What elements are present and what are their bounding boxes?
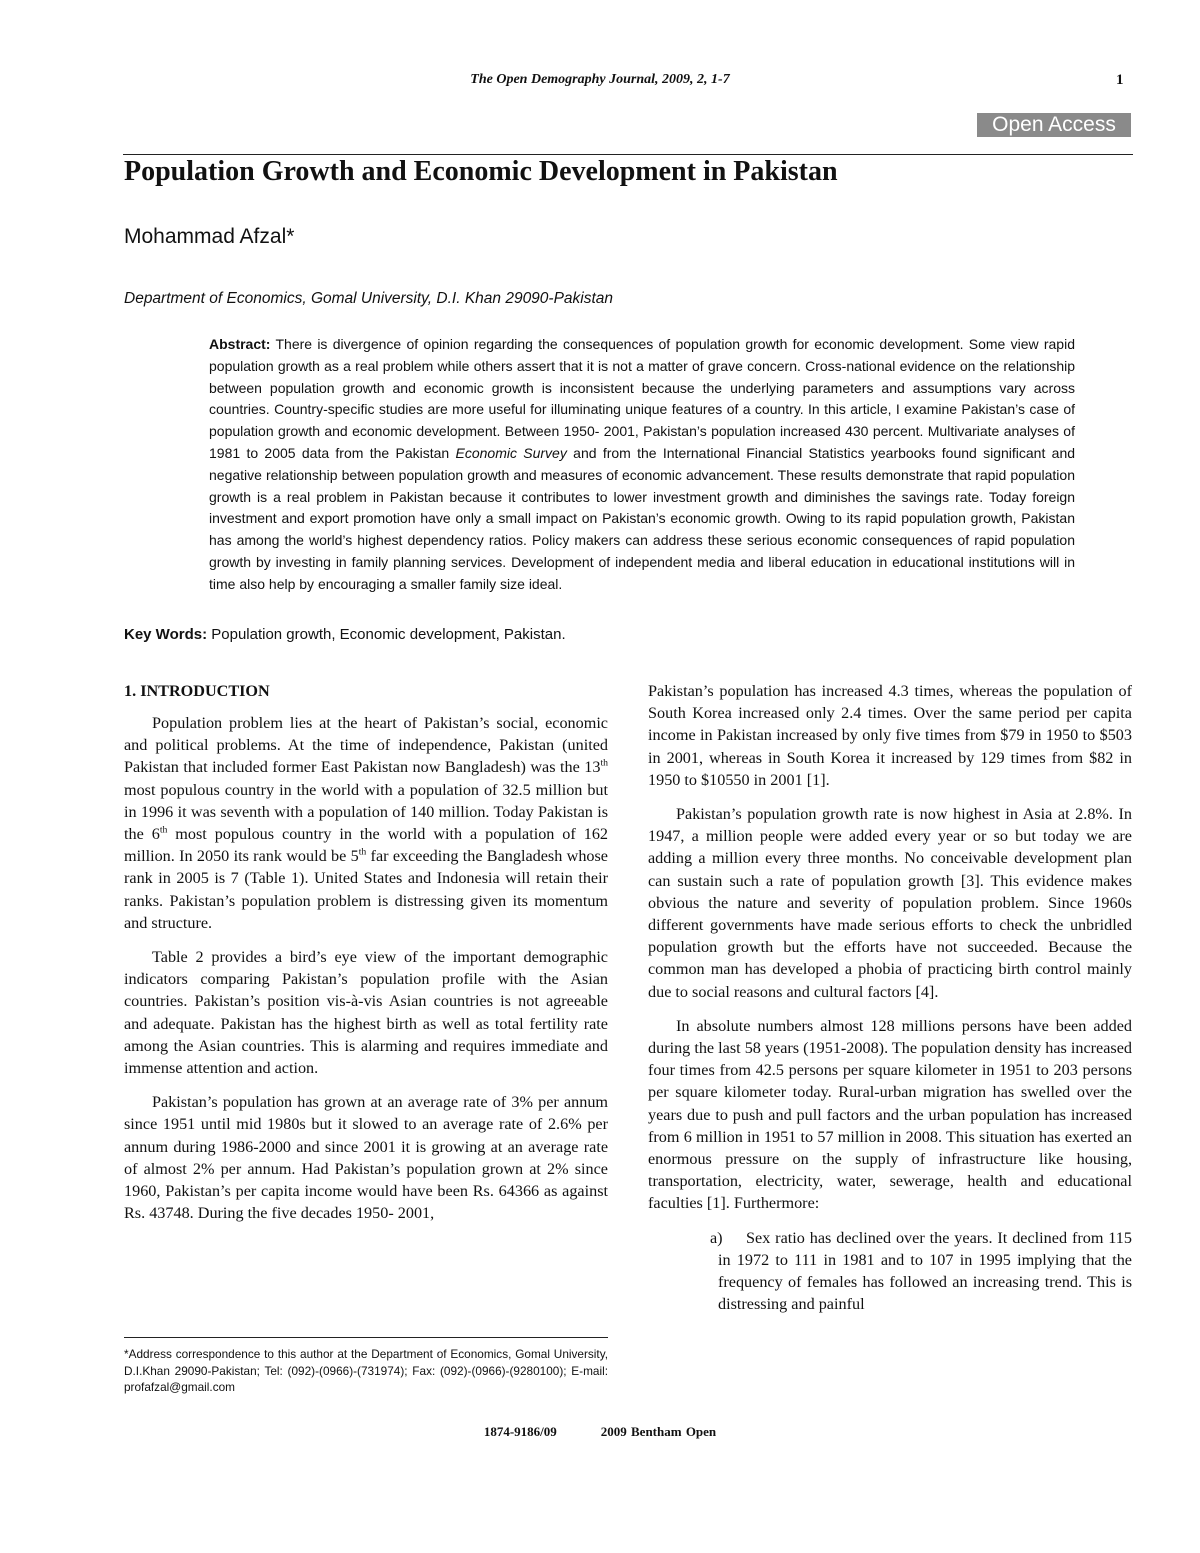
superscript: th xyxy=(600,758,608,770)
section-heading-introduction: 1. INTRODUCTION xyxy=(124,682,270,700)
running-head: The Open Demography Journal, 2009, 2, 1-7 xyxy=(470,72,730,87)
intro-paragraph-2: Table 2 provides a bird’s eye view of the important demographic indicators comparing Pakistan’s population profile with the Asian countries. Pakistan’s position vis-à-vis Asian countries is not agreeable and adequate. Pakistan has the highest birth as well as total fertility rate among the Asian countries. This is alarming and requires immediate and immense attention and action. xyxy=(124,948,608,1078)
text-run: far exceeding the Bangladesh whose rank in 2005 is 7 (Table 1). United States and Indonesia will retain their ranks. Pakistan’s population problem is distressing given its momentum and structure. xyxy=(124,847,608,932)
intro-paragraph-1 xyxy=(124,712,608,934)
intro-paragraph-3: Pakistan’s population has grown at an average rate of 3% per annum since 1951 until mid 1980s but it slowed to an average rate of 2.6% per annum during 1986-2000 and since 2001 it is growing at an average rate of almost 2% per annum. Had Pakistan’s population grown at 2% since 1960, Pakistan’s per capita income would have been Rs. 64366 as against Rs. 43748. During the five decades 1950- 2001, xyxy=(124,1093,608,1223)
abstract-text-1: There is divergence of opinion regarding the consequences of population growth for economic development. Some view rapid population growth as a real problem while others assert that it is not a matter of grave concern. Cross-national evidence on the relationship between population growth and economic growth is inconsistent because the underlying parameters and assumptions vary across countries. Country-specific studies are more useful for illuminating unique features of a country. In this article, I examine Pakistan’s case of population growth and economic development. Between 1950- 2001, Pakistan’s population increased 430 percent. Multivariate analyses of 1981 to 2005 data from the Pakistan xyxy=(209,336,1075,461)
superscript: th xyxy=(159,824,168,836)
keywords-text: Population growth, Economic development, Pakistan. xyxy=(211,626,566,643)
keywords xyxy=(124,624,566,646)
body-paragraph-growth-rate: Pakistan’s population growth rate is now highest in Asia at 2.8%. In 1947, a million people were added every year or so but today we are adding a million every three months. No conceivable development plan can sustain such a rate of population growth [3]. This evidence makes obvious the nature and severity of population problem. Since 1960s different governments have made serious efforts to check the unbridled population growth but the efforts have not succeeded. Because the common man has developed a phobia of practicing birth control mainly due to social reasons and cultural factors [4]. xyxy=(648,805,1132,1001)
article-title: Population Growth and Economic Development in Pakistan xyxy=(124,156,838,187)
text-run: Population problem lies at the heart of Pakistan’s social, economic and political problems. At the time of independence, Pakistan (united Pakistan that included former East Pakistan now Bangladesh) was the 13 xyxy=(124,714,608,777)
list-marker: a) xyxy=(710,1228,723,1247)
page-number: 1 xyxy=(1116,72,1124,88)
list-item-text: Sex ratio has declined over the years. It declined from 115 in 1972 to 111 in 1981 and to 107 in 1995 implying that the frequency of females has followed an increasing trend. This is distressing and painful xyxy=(718,1228,1132,1314)
text-run: most populous country in the world with a population of 162 million. In 2050 its rank would be 5 xyxy=(124,825,609,866)
body-paragraph-continued: Pakistan’s population has increased 4.3 times, whereas the population of South Korea increased only 2.4 times. Over the same period per capita income in Pakistan increased by only five times from $79 in 1950 to $503 in 2001, whereas in South Korea it increased by 129 times from $82 in 1950 to $10550 in 2001 [1]. xyxy=(648,682,1132,789)
list-item xyxy=(648,1227,1132,1316)
abstract-italic-term: Economic Survey xyxy=(455,444,567,461)
abstract xyxy=(209,334,1075,596)
abstract-text-2: and from the International Financial Statistics yearbooks found significant and negative relationship between population growth and measures of economic advancement. These results demonstrate that rapid population growth is a real problem in Pakistan because it contributes to lower investment growth and diminishes the savings rate. Today foreign investment and export promotion have only a small impact on Pakistan’s economic growth. Owing to its rapid population growth, Pakistan has among the world’s highest dependency ratios. Policy makers can address these serious economic consequences of rapid population growth by investing in family planning services. Development of independent media and liberal education in educational institutions will in time also help by encouraging a smaller family size ideal. xyxy=(209,444,1076,592)
author-affiliation: Department of Economics, Gomal University, D.I. Khan 29090-Pakistan xyxy=(124,290,614,307)
footer-issn: 1874-9186/09 xyxy=(483,1424,557,1439)
text-run: most populous country in the world with a population of 32.5 million but in 1996 it was seventh with a population of 140 million. Today Pakistan is the 6 xyxy=(124,780,608,844)
page-footer xyxy=(0,1424,1200,1440)
author-name: Mohammad Afzal* xyxy=(124,225,295,248)
footnote-rule xyxy=(124,1337,608,1338)
keywords-label: Key Words: xyxy=(124,626,208,643)
right-column xyxy=(648,680,1132,1327)
open-access-badge: Open Access xyxy=(977,113,1131,137)
body-paragraph-absolute-numbers: In absolute numbers almost 128 millions persons have been added during the last 58 years (1951-2008). The population density has increased four times from 42.5 persons per square kilometer in 1951 to 203 persons per square kilometer today. Rural-urban migration has swelled over the years due to push and pull factors and the urban population has increased from 6 million in 1951 to 57 million in 2008. This situation has exerted an enormous pressure on the supply of infrastructure like housing, transportation, electricity, water, sewerage, health and educational faculties [1]. Furthermore: xyxy=(648,1016,1132,1213)
abstract-label: Abstract: xyxy=(209,336,271,352)
footer-publisher: 2009 Bentham Open xyxy=(600,1424,717,1439)
superscript: th xyxy=(358,846,367,858)
correspondence-footnote: *Address correspondence to this author at the Department of Economics, Gomal University, D.I.Khan 29090-Pakistan; Tel: (092)-(0966)-(731974); Fax: (092)-(0966)-(9280100); E-mail: profafzal@gmail.com xyxy=(124,1347,608,1394)
left-column xyxy=(124,680,608,1236)
